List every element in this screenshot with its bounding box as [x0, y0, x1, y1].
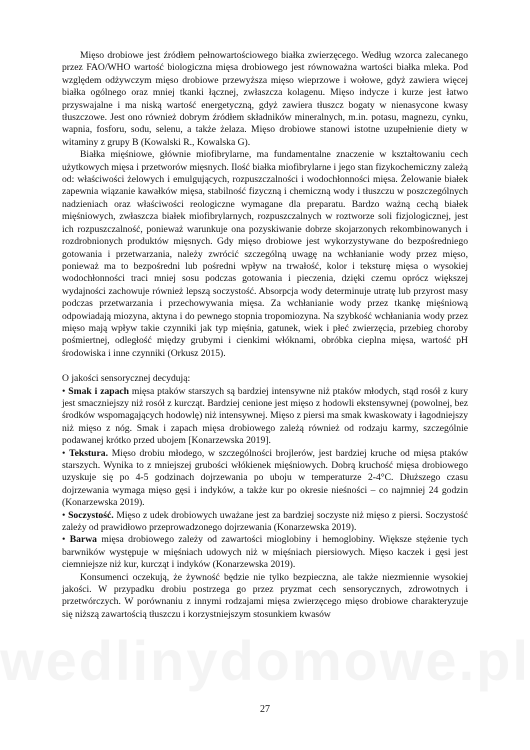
- bullet-marker: •: [62, 385, 66, 397]
- page-number: 27: [260, 704, 270, 715]
- bullet-text: mięsa drobiowego zależy od zawartości mioglobiny i hemoglobiny. Większe stężenie tych barwników występuje w mięśniach udowych niż w mięśniach piersiowych. Mięso kaczek i gęsi jest ciemniejsze niż kur, kurcząt i indyków (Konarzewska 2019).: [62, 534, 468, 571]
- paragraph-sensory-intro: O jakości sensorycznej decydują:: [62, 373, 191, 385]
- bullet-text: Mięso z udek drobiowych uważane jest za bardziej soczyste niż mięso z piersi. Soczystość zależy od prawidłowo przeprowadzonego dojrzewania (Konarzewska 2019).: [62, 509, 469, 534]
- paragraph-poultry-protein: Mięso drobiowe jest źródłem pełnowartościowego białka zwierzęcego. Według wzorca zalecanego przez FAO/WHO wartość biologiczna mięsa drobiowego jest równoważna wartości białka mleka. Pod względem odżywczym mięso drobiowe przewyższa mięso wieprzowe i wołowe, gdyż zawiera więcej białka ogólnego oraz mniej tkanki łącznej, zwłaszcza kolagenu. Mięso indycze i kurze jest łatwo przyswajalne i ma niską wartość energetyczną, gdyż zawiera tłuszcz bogaty w nienasycone kwasy tłuszczowe. Jest ono również dobrym źródłem składników mineralnych, m.in. potasu, magnezu, cynku, wapnia, fosforu, sodu, selenu, a także żelaza. Mięso drobiowe stanowi istotne uzupełnienie diety w witaminy z grupy B (Kowalski R., Kowalska G).: [62, 50, 468, 148]
- list-item: [62, 510, 468, 535]
- bullet-text: mięsa ptaków starszych są bardziej intensywne niż ptaków młodych, stąd rosół z kury jest smaczniejszy niż rosół z kurcząt. Bardziej cenione jest mięso z hodowli ekstensywnej (powolnej, bez środków wspomagających hodowlę) niż intensywnej. Mięso z piersi ma smak kwaskowaty i łagodniejszy niż mięso z nóg. Smak i zapach mięsa drobiowego zależą również od rodzaju karmy, szczególnie podawanej krótko przed ubojem [Konarzewska 2019].: [62, 385, 468, 447]
- bullet-term: Tekstura.: [69, 447, 108, 459]
- list-item: [62, 448, 468, 510]
- bullet-term: Soczystość.: [68, 509, 114, 521]
- bullet-term: Barwa: [69, 534, 97, 546]
- document-page: [62, 50, 468, 621]
- bullet-term: Smak i zapach: [68, 385, 129, 397]
- paragraph-consumers: Konsumenci oczekują, że żywność będzie nie tylko bezpieczna, ale także niezmiennie wysokiej jakości. W przypadku drobiu postrzega go przez pryzmat cech sensorycznych, zdrowotnych i przetwórczych. W porównaniu z innymi rodzajami mięsa zwierzęcego mięso drobiowe charakteryzuje się niższą zawartością tłuszczu i korzystniejszym stosunkiem kwasów: [62, 571, 468, 620]
- paragraph-muscle-proteins: Białka mięśniowe, głównie miofibrylarne, ma fundamentalne znaczenie w kształtowaniu cech użytkowych mięsa i przetworów mięsnych. Ilość białka miofibrylarne i jego stan fizykochemiczny zależą od: właściwości żelowych i emulgujących, rozpuszczalności i wodochłonności mięsa. Żelowanie białek zapewnia wiązanie kawałków mięsa, stabilność fizyczną i chemiczną wody i tłuszczu w poszczególnych nadzieniach oraz właściwości reologiczne wymagane dla preparatu. Bardzo ważną cechą białek mięśniowych, zwłaszcza białek miofibrylarnych, rozpuszczalnych w roztworze soli fizjologicznej, jest ich rozpuszczalność, ponieważ warunkuje ona pozyskiwanie dobrze skojarzonych rekombinowanych i rozdrobnionych produktów mięsnych. Gdy mięso drobiowe jest wykorzystywane do bezpośredniego gotowania i przetwarzania, należy zwrócić szczególną uwagę na wchłanianie wody przez mięso, ponieważ ma to bezpośredni lub pośredni wpływ na trwałość, kolor i teksturę mięsa o wysokiej wodochłonności traci mniej sosu podczas gotowania i pieczenia, dzięki czemu oprócz większej wydajności zachowuje również lepszą soczystość. Absorpcja wody determinuje utratę lub przyrost masy podczas przetwarzania i przechowywania mięsa. Za wchłanianie wody przez tkankę mięśniową odpowiadają miozyna, aktyna i do pewnego stopnia tropomiozyna. Na szybkość wchłaniania wody przez mięso mają wpływ takie czynniki jak typ mięśnia, gatunek, wiek i płeć zwierzęcia, przebieg choroby pośmiertnej, odległość między grubymi i cienkimi włóknami, obróbka cieplna mięsa, wartość pH środowiska i inne czynniki (Orkusz 2015).: [62, 149, 468, 359]
- list-item: [62, 386, 468, 448]
- bullet-marker: •: [62, 509, 66, 521]
- bullet-text: Mięso drobiu młodego, w szczególności brojlerów, jest bardziej kruche od mięsa ptaków starszych. Wynika to z mniejszej grubości włókienek mięśniowych. Dobrą kruchość mięsa drobiowego uzyskuje się po 4-5 godzinach dojrzewania po uboju w temperaturze 2-4°C. Dłuższego czasu dojrzewania wymaga mięso gęsi i indyków, a także kur po okresie nieśności – co najmniej 24 godzin (Konarzewska 2019).: [62, 447, 468, 509]
- watermark: [0, 628, 530, 693]
- list-item: [62, 534, 468, 571]
- bullet-marker: •: [62, 447, 66, 459]
- bullet-marker: •: [62, 534, 66, 546]
